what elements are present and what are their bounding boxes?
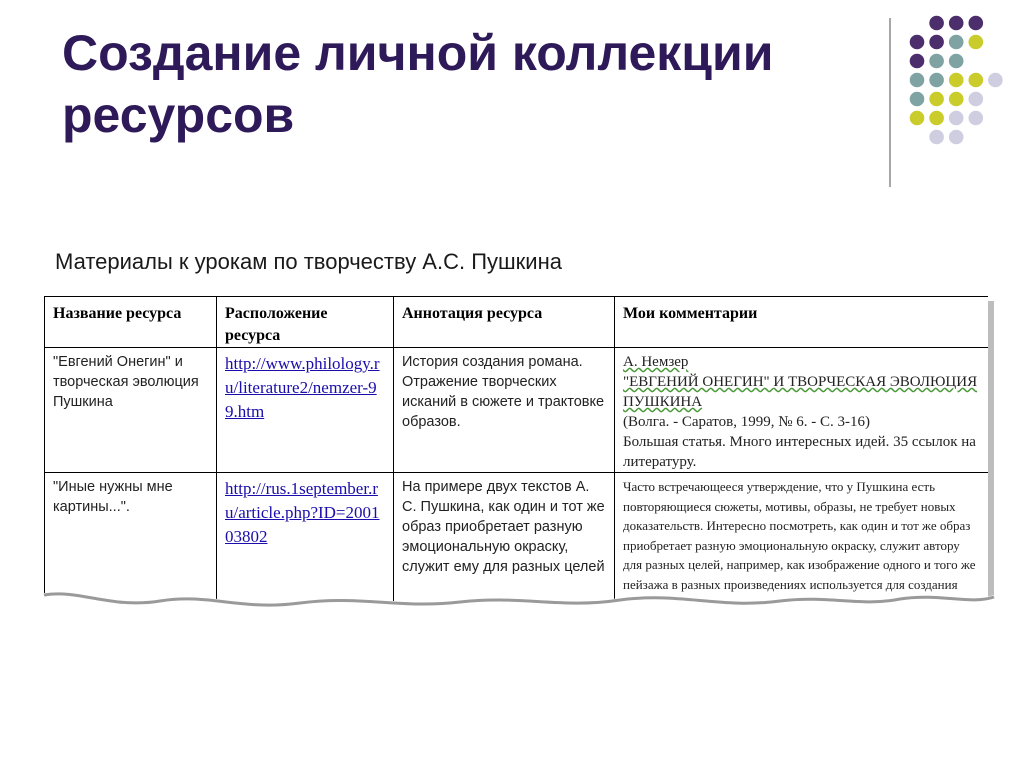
resource-link[interactable]: http://rus.1september.ru/article.php?ID=200103802 [225, 479, 380, 546]
header-comments: Мои комментарии [615, 297, 989, 348]
decorative-dot [949, 73, 964, 88]
slide-title: Создание личной коллекции ресурсов [62, 25, 774, 143]
decorative-dot [969, 16, 984, 31]
decorative-dot [910, 73, 925, 88]
comment-author: А. Немзер [623, 354, 689, 370]
header-name: Название ресурса [45, 297, 217, 348]
comment-note: Большая статья. Много интересных идей. 35 ссылок на литературу. [623, 434, 976, 470]
document-subtitle: Материалы к урокам по творчеству А.С. Пушкина [55, 249, 562, 274]
header-annotation: Аннотация ресурса [394, 297, 615, 348]
decorative-dot [910, 54, 925, 69]
decorative-dot [910, 35, 925, 50]
decorative-dot [910, 111, 925, 126]
decorative-dot [949, 130, 964, 145]
decorative-dot [988, 73, 1003, 88]
resource-annotation: На примере двух текстов А. С. Пушкина, как один и тот же образ приобретает разную эмоциональную окраску, служит ему для разных целей [394, 473, 615, 615]
resource-table [44, 296, 988, 614]
decorative-dot [949, 35, 964, 50]
decorative-dot [949, 54, 964, 69]
decorative-dot [929, 111, 944, 126]
resource-comment: Часто встречающееся утверждение, что у Пушкина есть повторяющиеся сюжеты, мотивы, образы, не требует новых доказательств. Интересно посмотреть, как один и тот же образ приобретает разную эмоциональную окраску, служит автору для разных целей, например, как изображение одного и того же пейзажа в разных произведениях используется для создания [615, 473, 989, 615]
decorative-dot [929, 92, 944, 107]
decorative-dot [910, 92, 925, 107]
decorative-dot [969, 92, 984, 107]
resource-name: "Евгений Онегин" и творческая эволюция Пушкина [45, 348, 217, 473]
decorative-dot [929, 73, 944, 88]
decorative-dot [929, 130, 944, 145]
resource-name: "Иные нужны мне картины...". [45, 473, 217, 615]
document-excerpt [44, 296, 988, 614]
decorative-dot [929, 16, 944, 31]
decorative-dot [929, 54, 944, 69]
header-location: Расположение ресурса [217, 297, 394, 348]
decorative-dot [969, 111, 984, 126]
decorative-dot [949, 111, 964, 126]
decorative-dot [969, 73, 984, 88]
torn-paper-edge [0, 585, 1024, 625]
resource-link[interactable]: http://www.philology.ru/literature2/nemzer-99.htm [225, 354, 380, 421]
decorative-dot [969, 35, 984, 50]
table-header-row [45, 297, 989, 348]
decorative-dot [929, 35, 944, 50]
table-row [45, 348, 989, 473]
resource-location [217, 348, 394, 473]
resource-annotation: История создания романа. Отражение творческих исканий в сюжете и трактовке образов. [394, 348, 615, 473]
decorative-dot [949, 16, 964, 31]
comment-work-title: "ЕВГЕНИЙ ОНЕГИН" И ТВОРЧЕСКАЯ ЭВОЛЮЦИЯ ПУШКИНА [623, 374, 978, 410]
comment-source: (Волга. - Саратов, 1999, № 6. - С. 3-16) [623, 414, 871, 430]
decorative-dot [949, 92, 964, 107]
resource-comment [615, 348, 989, 473]
